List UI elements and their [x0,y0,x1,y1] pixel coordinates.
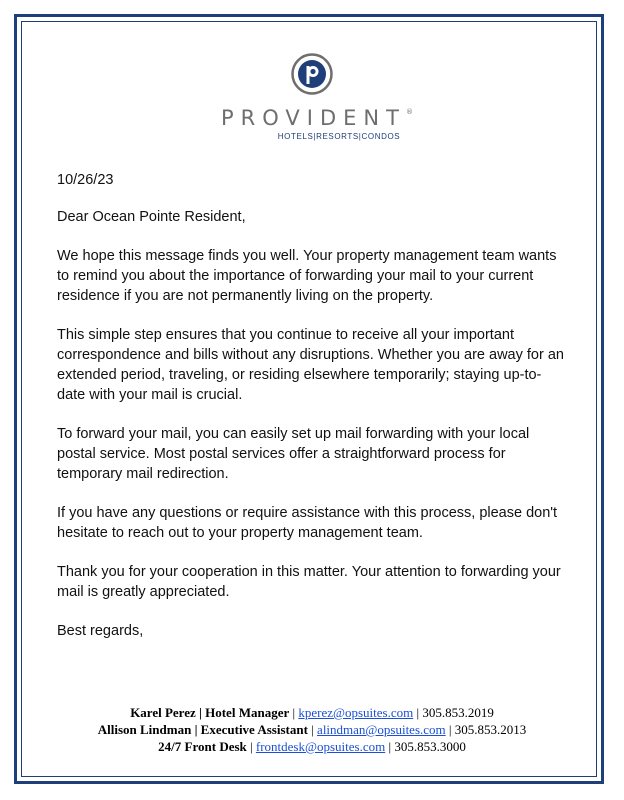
provident-logo-icon [290,52,334,96]
contact-email-link[interactable]: alindman@opsuites.com [317,722,446,737]
paragraph-3: To forward your mail, you can easily set up mail forwarding with your local postal service. Most postal services offer a straightforward process for temporary mail redirection. [57,426,530,482]
closing: Best regards, [57,623,144,639]
letter-date: 10/26/23 [57,172,114,188]
greeting: Dear Ocean Pointe Resident, [57,209,246,225]
brand-logo [0,52,624,141]
brand-name: PROVIDENT® [221,106,413,130]
letter-body [57,170,567,660]
paragraph-2: This simple step ensures that you continue to receive all your important correspondence and bills without any disruptions. Whether you are away for an extended period, traveling, or residing elsewhere temporarily; staying up-to-date with your mail is crucial. [57,327,564,403]
paragraph-5: Thank you for your cooperation in this matter. Your attention to forwarding your mail is greatly appreciated. [57,564,561,600]
contact-phone: 305.853.2013 [454,722,527,737]
contact-line: Allison Lindman | Executive Assistant | alindman@opsuites.com | 305.853.2013 [97,722,527,737]
contact-line: Karel Perez | Hotel Manager | kperez@opsuites.com | 305.853.2019 [130,705,494,720]
contact-phone: 305.853.3000 [394,739,466,754]
contact-footer [0,704,624,755]
contact-line: 24/7 Front Desk | frontdesk@opsuites.com | 305.853.3000 [158,739,466,754]
contact-phone: 305.853.2019 [422,705,494,720]
paragraph-4: If you have any questions or require assistance with this process, please don't hesitate to reach out to your property management team. [57,505,558,541]
contact-email-link[interactable]: frontdesk@opsuites.com [255,739,386,754]
contact-name-title: Karel Perez | Hotel Manager [130,705,290,720]
trademark-symbol: ® [405,108,413,116]
contact-email-link[interactable]: kperez@opsuites.com [298,705,414,720]
brand-tagline: HOTELS|RESORTS|CONDOS [277,132,401,141]
paragraph-1: We hope this message finds you well. Your property management team wants to remind you about the importance of forwarding your mail to your current residence if you are not permanently living on the property. [57,248,557,304]
contact-name-title: 24/7 Front Desk [158,739,247,754]
contact-name-title: Allison Lindman | Executive Assistant [97,722,308,737]
